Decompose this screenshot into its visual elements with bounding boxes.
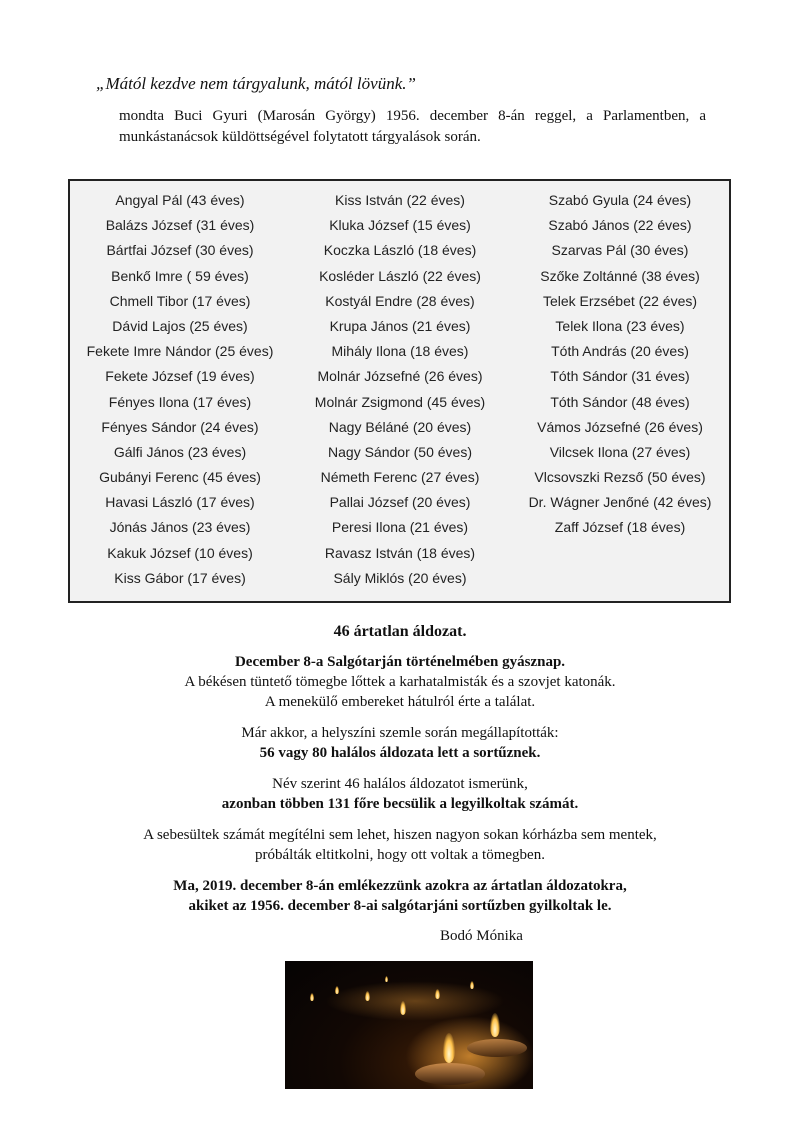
candle-flame (385, 976, 388, 982)
victim-name: Pallai József (20 éves) (329, 494, 471, 511)
candle-glow (325, 981, 505, 1021)
victim-name: Dr. Wágner Jenőné (42 éves) (528, 494, 712, 511)
victim-name: Kakuk József (10 éves) (107, 544, 253, 561)
victim-name: Szabó Gyula (24 éves) (548, 192, 692, 208)
candle-cup (467, 1039, 527, 1057)
victim-name: Chmell Tibor (17 éves) (109, 292, 251, 309)
candles-photo (285, 961, 533, 1089)
victim-name: Nagy Béláné (20 éves) (328, 418, 472, 435)
victim-name: Kiss Gábor (17 éves) (114, 569, 246, 586)
text-line: Ma, 2019. december 8-án emlékezzünk azokra az ártatlan áldozatokra, (173, 878, 627, 894)
victim-name: Tóth Sándor (48 éves) (550, 393, 690, 410)
section-title: 46 ártatlan áldozat. (333, 623, 467, 640)
candle-flame (490, 1013, 500, 1037)
victim-name: Kluka József (15 éves) (329, 217, 471, 234)
victim-name: Kosléder László (22 éves) (319, 267, 481, 284)
victim-name: Molnár Zsigmond (45 éves) (314, 393, 486, 410)
victim-name: Fényes Sándor (24 éves) (101, 418, 259, 435)
victim-name: Nagy Sándor (50 éves) (328, 443, 472, 460)
victim-name: Fekete József (19 éves) (105, 368, 255, 385)
candle-flame (335, 986, 339, 994)
candle-flame (435, 989, 440, 999)
text-line: A sebesültek számát megítélni sem lehet, hiszen nagyon sokan kórházba sem mentek, (143, 827, 657, 843)
victim-name: Balázs József (31 éves) (105, 217, 255, 234)
victim-name: Németh Ferenc (27 éves) (320, 469, 480, 486)
victim-name: Mihály Ilona (18 éves) (331, 343, 469, 360)
victim-name: Krupa János (21 éves) (329, 317, 471, 334)
candle-cup (415, 1063, 485, 1085)
victim-name: Angyal Pál (43 éves) (115, 192, 245, 208)
text-line: próbálták eltitkolni, hogy ott voltak a tömegben. (255, 847, 545, 863)
victim-name: Fényes Ilona (17 éves) (108, 393, 252, 410)
text-line: 56 vagy 80 halálos áldozata lett a sortűznek. (259, 745, 541, 761)
victim-name: Telek Ilona (23 éves) (555, 317, 685, 334)
candle-flame (443, 1033, 455, 1063)
victims-column-1 (70, 189, 290, 592)
victim-name: Benkő Imre ( 59 éves) (111, 267, 249, 284)
paragraph-2 (80, 723, 720, 763)
victim-name: Bártfai József (30 éves) (106, 242, 254, 259)
victim-name: Peresi Ilona (21 éves) (331, 519, 469, 536)
candle-flame (400, 1001, 406, 1015)
paragraph-4 (80, 825, 720, 865)
victim-name: Tóth Sándor (31 éves) (550, 368, 690, 385)
victim-name: Szarvas Pál (30 éves) (551, 242, 689, 259)
paragraph-3 (80, 774, 720, 814)
text-line: azonban többen 131 főre becsülik a legyilkoltak számát. (221, 796, 579, 812)
text-line: A békésen tüntető tömegbe lőttek a karhatalmisták és a szovjet katonák. (184, 674, 616, 690)
victim-name: Telek Erzsébet (22 éves) (542, 292, 698, 309)
victim-name: Gálfi János (23 éves) (113, 443, 247, 460)
quote-heading: „Mától kezdve nem tárgyalunk, mától lövünk.” (96, 74, 416, 93)
victims-column-2 (290, 189, 510, 592)
victim-name: Dávid Lajos (25 éves) (112, 317, 248, 334)
memorial-text (80, 622, 720, 927)
victim-name: Sály Miklós (20 éves) (333, 569, 467, 586)
text-line: Már akkor, a helyszíni szemle során megállapították: (241, 725, 559, 741)
victim-name: Zaff József (18 éves) (554, 519, 686, 536)
victims-column-3 (510, 189, 730, 542)
victim-name: Kiss István (22 éves) (335, 192, 465, 208)
victims-name-box (68, 179, 731, 603)
victim-name: Vilcsek Ilona (27 éves) (549, 443, 691, 460)
signature: Bodó Mónika (440, 928, 523, 944)
text-line: Név szerint 46 halálos áldozatot ismerünk, (272, 776, 528, 792)
victim-name: Fekete Imre Nándor (25 éves) (86, 343, 274, 360)
paragraph-1 (80, 652, 720, 712)
intro-paragraph: mondta Buci Gyuri (Marosán György) 1956. december 8-án reggel, a Parlamentben, a munkástanácsok küldöttségével folytatott tárgyalások során. (119, 108, 706, 145)
candle-flame (470, 981, 474, 989)
victim-name: Jónás János (23 éves) (109, 519, 251, 536)
victim-name: Koczka László (18 éves) (323, 242, 477, 259)
victim-name: Molnár Józsefné (26 éves) (317, 368, 483, 385)
victim-name: Havasi László (17 éves) (105, 494, 255, 511)
victim-name: Ravasz István (18 éves) (324, 544, 476, 561)
victim-name: Tóth András (20 éves) (551, 343, 689, 360)
text-line: akiket az 1956. december 8-ai salgótarjáni sortűzben gyilkoltak le. (188, 898, 612, 914)
candle-flame (365, 991, 370, 1001)
victim-name: Gubányi Ferenc (45 éves) (99, 469, 261, 486)
text-line: December 8-a Salgótarján történelmében gyásznap. (234, 654, 566, 670)
victim-name: Kostyál Endre (28 éves) (325, 292, 475, 309)
victim-name: Szabó János (22 éves) (548, 217, 692, 234)
victim-name: Szőke Zoltánné (38 éves) (540, 267, 700, 284)
victim-name: Vlcsovszki Rezső (50 éves) (534, 469, 706, 486)
text-line: A menekülő embereket hátulról érte a találat. (264, 694, 536, 710)
paragraph-5 (80, 876, 720, 916)
victim-name: Vámos Józsefné (26 éves) (537, 418, 703, 435)
candle-flame (310, 993, 314, 1001)
